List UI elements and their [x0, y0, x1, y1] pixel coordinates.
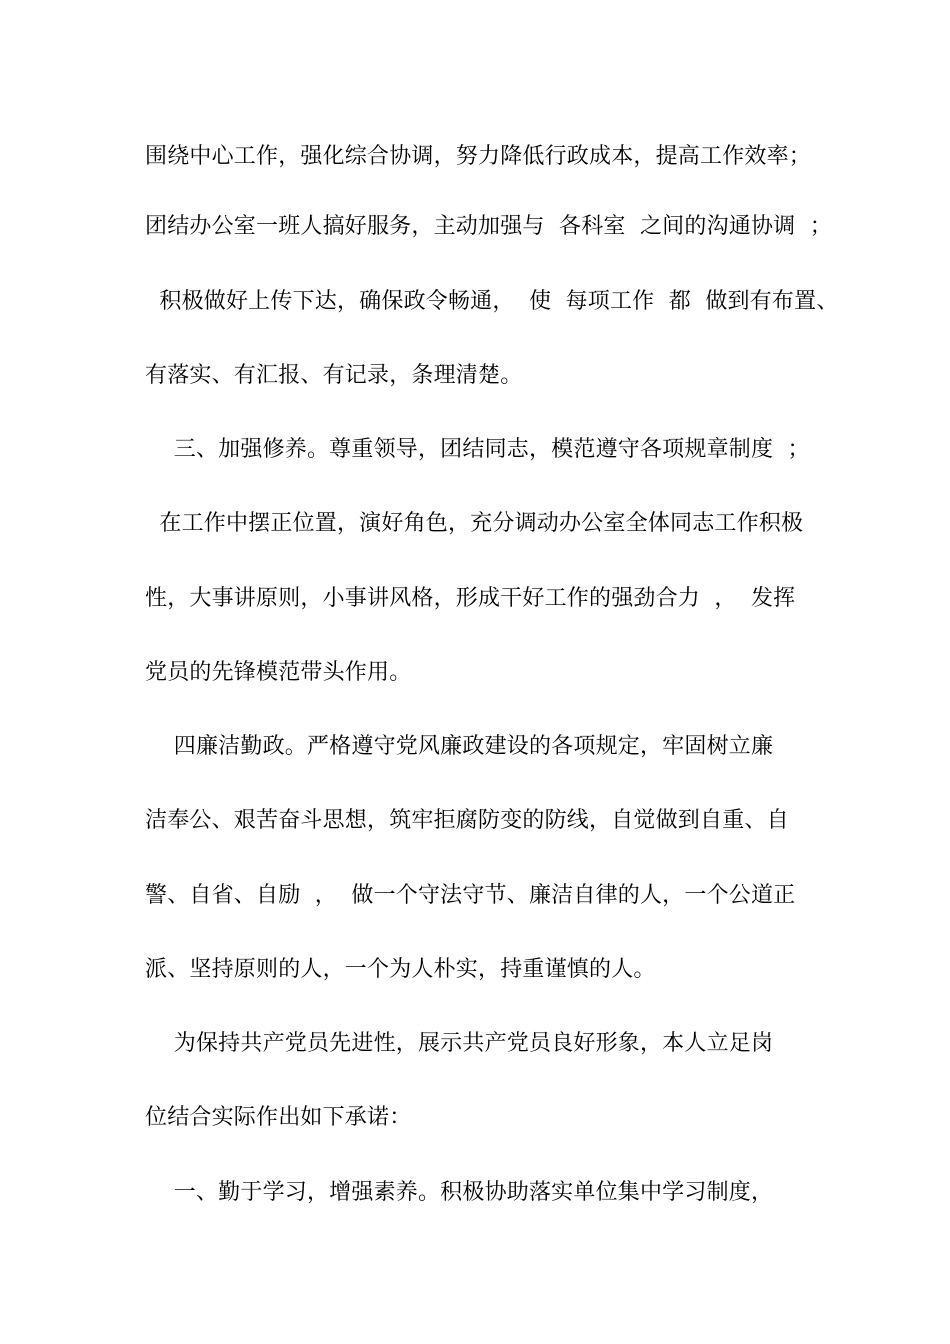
text-line: 党员的先锋模范带头作用。 [145, 660, 412, 685]
text-line: 位结合实际作出如下承诺： [145, 1105, 412, 1130]
text-line: 性，大事讲原则，小事讲风格，形成干好工作的强劲合力 ， 发挥 [145, 586, 796, 611]
text-line: 积极做好上传下达，确保政令畅通， 使 每项工作 都 做到有布置、 [145, 289, 839, 314]
text-line: 四廉洁勤政。严格遵守党风廉政建设的各项规定，牢固树立廉 [145, 734, 774, 759]
text-line: 围绕中心工作，强化综合协调，努力降低行政成本，提高工作效率； [145, 144, 812, 169]
text-line: 在工作中摆正位置，演好角色，充分调动办公室全体同志工作积极 [145, 511, 804, 536]
text-line: 洁奉公、艰苦奋斗思想，筑牢拒腐防变的防线，自觉做到自重、自 [145, 808, 789, 833]
text-line: 团结办公室一班人搞好服务，主动加强与 各科室 之间的沟通协调 ； [145, 214, 832, 239]
text-line: 一、勤于学习，增强素养。积极协助落实单位集中学习制度， [145, 1180, 774, 1205]
text-line: 三、加强修养。尊重领导，团结同志，模范遵守各项规章制度 ； [145, 437, 810, 462]
text-line: 为保持共产党员先进性，展示共产党员良好形象，本人立足岗 [145, 1031, 774, 1056]
text-line: 有落实、有汇报、有记录，条理清楚。 [145, 363, 523, 388]
text-line: 派、坚持原则的人，一个为人朴实，持重谨慎的人。 [145, 957, 656, 982]
text-line: 警、自省、自励 ， 做一个守法守节、廉洁自律的人，一个公道正 [145, 883, 796, 908]
